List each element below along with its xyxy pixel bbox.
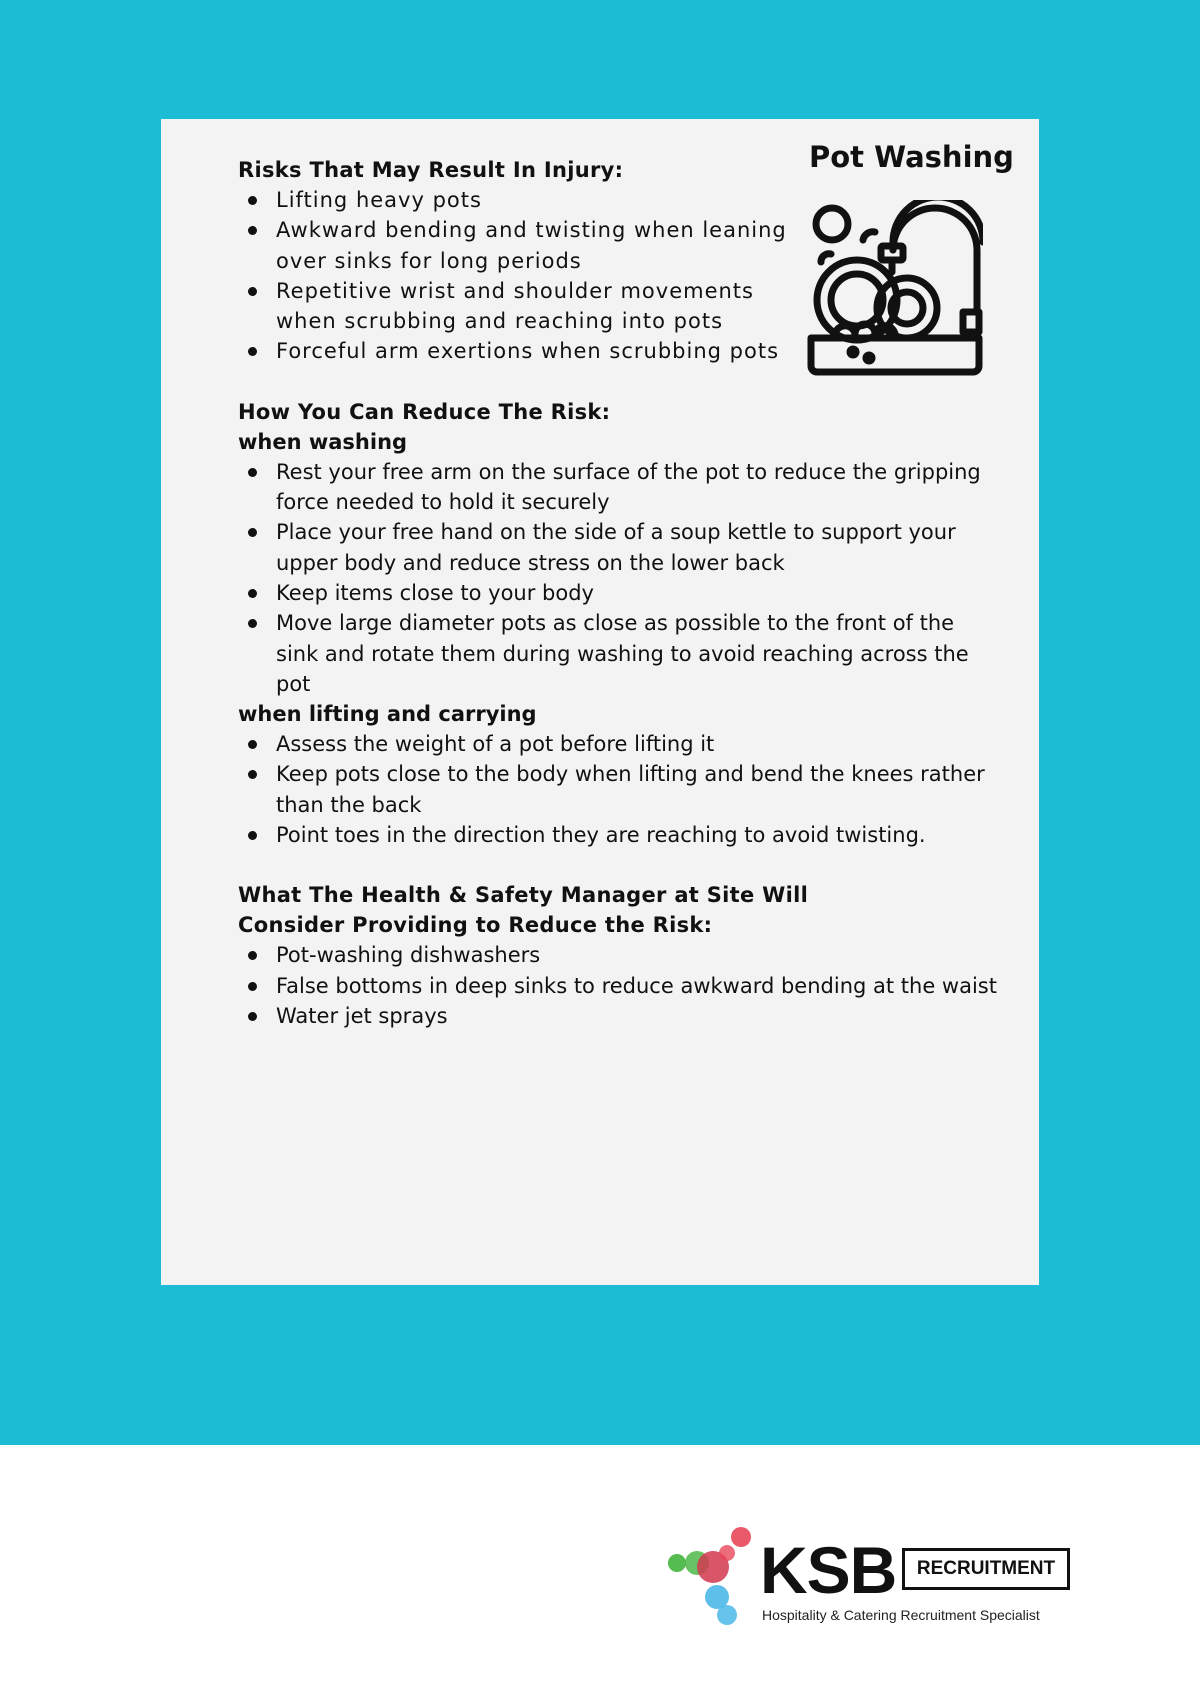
ksb-logo — [665, 1525, 1075, 1625]
list-item: Water jet sprays — [238, 1001, 998, 1031]
lifting-subheading: when lifting and carrying — [238, 702, 537, 727]
lifting-list — [238, 729, 998, 850]
risks-section — [238, 155, 998, 367]
risks-heading: Risks That May Result In Injury: — [238, 158, 624, 182]
list-item: False bottoms in deep sinks to reduce awkward bending at the waist — [238, 971, 998, 1001]
risks-list — [238, 185, 798, 367]
spacer — [238, 850, 998, 880]
document-content — [238, 155, 998, 1031]
reduce-risk-heading: How You Can Reduce The Risk: — [238, 399, 611, 424]
list-item: Pot-washing dishwashers — [238, 940, 998, 970]
manager-heading: What The Health & Safety Manager at Site Will Consider Providing to Reduce the Risk: — [238, 883, 809, 938]
reduce-risk-section — [238, 397, 998, 851]
list-item: Lifting heavy pots — [238, 185, 798, 215]
manager-list — [238, 940, 998, 1031]
manager-section — [238, 880, 998, 1031]
list-item: Point toes in the direction they are reaching to avoid twisting. — [238, 820, 998, 850]
list-item: Repetitive wrist and shoulder movements when scrubbing and reaching into pots — [238, 276, 798, 337]
page-title: Pot Washing — [809, 140, 1014, 174]
logo-tagline: Hospitality & Catering Recruitment Specialist — [762, 1607, 1040, 1623]
list-item: Rest your free arm on the surface of the pot to reduce the gripping force needed to hold it securely — [238, 457, 998, 518]
logo-dots-icon — [665, 1525, 755, 1625]
list-item: Move large diameter pots as close as possible to the front of the sink and rotate them during washing to avoid reaching across the pot — [238, 608, 998, 699]
list-item: Assess the weight of a pot before lifting it — [238, 729, 998, 759]
list-item: Keep items close to your body — [238, 578, 998, 608]
list-item: Awkward bending and twisting when leaning over sinks for long periods — [238, 215, 798, 276]
list-item: Place your free hand on the side of a soup kettle to support your upper body and reduce stress on the lower back — [238, 517, 998, 578]
logo-wordmark: KSB — [760, 1533, 897, 1607]
logo-recruitment-box: RECRUITMENT — [902, 1548, 1070, 1590]
washing-list — [238, 457, 998, 699]
spacer — [238, 367, 998, 397]
list-item: Keep pots close to the body when lifting and bend the knees rather than the back — [238, 759, 998, 820]
washing-subheading: when washing — [238, 429, 408, 454]
list-item: Forceful arm exertions when scrubbing pots — [238, 336, 798, 366]
